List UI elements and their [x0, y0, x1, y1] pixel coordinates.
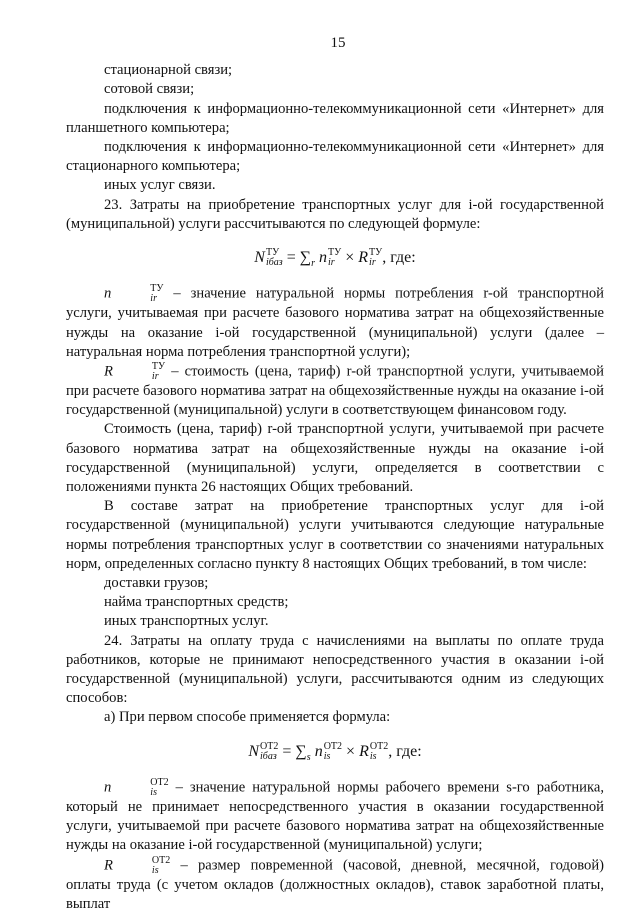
formula-symbol: N	[248, 742, 260, 760]
formula-sup: ОТ2	[150, 776, 169, 788]
list-item: подключения к информационно-телекоммуникационной сети «Интернет» для планшетного компьютера;	[66, 100, 604, 136]
formula-symbol: n	[104, 285, 112, 302]
formula-symbol: R	[359, 742, 369, 760]
formula-sub: iбаз	[260, 750, 277, 762]
list-item: доставки грузов;	[104, 575, 209, 591]
paragraph-23: 23. Затраты на приобретение транспортных услуг для i-ой государственной (муниципальной) услуги рассчитываются по следующей формуле:	[66, 196, 604, 232]
list-item: найма транспортных средств;	[104, 594, 289, 611]
definition-n-ot2	[66, 778, 604, 856]
list-item: сотовой связи;	[104, 81, 195, 98]
definition-r-tu	[66, 362, 604, 420]
list-item: стационарной связи;	[104, 62, 233, 79]
formula-sup: ОТ2	[323, 740, 343, 752]
formula-symbol: R	[104, 856, 113, 873]
formula-op: = ∑	[278, 742, 307, 760]
formula-sup: ОТ2	[260, 740, 279, 752]
formula-op: = ∑	[282, 249, 312, 267]
formula-sup: ОТ2	[369, 740, 389, 752]
formula-symbol: n	[314, 742, 323, 760]
paragraph-composition: В составе затрат на приобретение транспортных услуг для i-ой государственной (муниципальной) услуги учитываются следующие натуральные нормы потребления транспортных услуг в соответствии со значениями натуральных норм, определенных согласно пункту 8 настоящих Общих требований, в том числе:	[66, 498, 604, 572]
definition-text: – размер повременной (часовой, дневной, месячной, годовой) оплаты труда (с учетом окладов (должностных окладов), ставок заработной платы, выплат	[66, 856, 604, 912]
formula-op: ×	[342, 742, 360, 760]
formula-sup: ТУ	[151, 360, 166, 372]
list-item: подключения к информационно-телекоммуникационной сети «Интернет» для стационарного компьютера;	[66, 139, 604, 175]
formula-transport	[66, 248, 604, 268]
formula-sub: r	[311, 258, 316, 270]
formula-sup: ТУ	[265, 247, 280, 259]
formula-symbol: R	[358, 249, 369, 267]
definition-text: – значение натуральной нормы рабочего времени s-го работника, который не принимает непосредственного участия в оказании государственной услуги, учитываемой при расчете базового норматива затрат на общехозяйственные нужды на оказание i-ой государственной (муниципальной) услуги;	[66, 779, 604, 854]
paragraph-24: 24. Затраты на оплату труда с начислениями на выплаты по оплате труда работников, которые не принимают непосредственного участия в оказании i-ой государственной (муниципальной) услуги, рассчитываются одним из следующих способов:	[66, 632, 604, 707]
list-item: иных транспортных услуг.	[104, 613, 269, 630]
formula-sub: ir	[369, 257, 376, 269]
definition-text: – стоимость (цена, тариф) r-ой транспортной услуги, учитываемой при расчете базового норматива затрат на общехозяйственные нужды на оказание i-ой государственной (муниципальной) услуги в соответствующем финансовом году.	[66, 363, 604, 419]
list-item: иных услуг связи.	[104, 177, 216, 194]
formula-sub: is	[323, 750, 331, 762]
formula-sup: ТУ	[328, 247, 342, 259]
formula-sub: iбаз	[265, 257, 283, 269]
formula-sub: ir	[150, 293, 157, 305]
formula-op: ×	[341, 249, 359, 267]
formula-symbol: N	[254, 249, 265, 267]
definition-r-ot2	[66, 856, 604, 914]
formula-sub: ir	[328, 257, 335, 269]
formula-tail: , где:	[388, 742, 422, 760]
formula-tail: , где:	[382, 249, 416, 267]
formula-sub: is	[151, 864, 159, 876]
formula-sub: ir	[151, 370, 159, 382]
definition-n-tu	[66, 284, 604, 362]
formula-sup: ОТ2	[151, 854, 171, 866]
formula-sup: ТУ	[150, 283, 164, 295]
formula-symbol: n	[319, 249, 328, 267]
page-number: 15	[330, 35, 346, 51]
formula-sub: is	[150, 786, 157, 798]
paragraph-cost: Стоимость (цена, тариф) r-ой транспортной услуги, учитываемой при расчете базового норматива затрат на общехозяйственные нужды на оказание i-ой государственной (муниципальной) услуги, определяется в соответствии с положениями пункта 26 настоящих Общих требований.	[66, 421, 604, 495]
formula-sup: ТУ	[369, 247, 383, 259]
formula-symbol: R	[104, 363, 113, 380]
definition-text: – значение натуральной нормы потребления r-ой транспортной услуги, учитываемая при расчете базового норматива затрат на общехозяйственные нужды на оказание i-ой государственной (муниципальной) услуги (далее – натуральная норма потребления транспортной услуги);	[66, 285, 604, 360]
paragraph-24a: а) При первом способе применяется формула:	[104, 709, 391, 726]
formula-sub: is	[369, 750, 377, 762]
formula-sub: s	[306, 751, 311, 763]
formula-symbol: n	[104, 779, 112, 796]
formula-labor	[66, 742, 604, 762]
